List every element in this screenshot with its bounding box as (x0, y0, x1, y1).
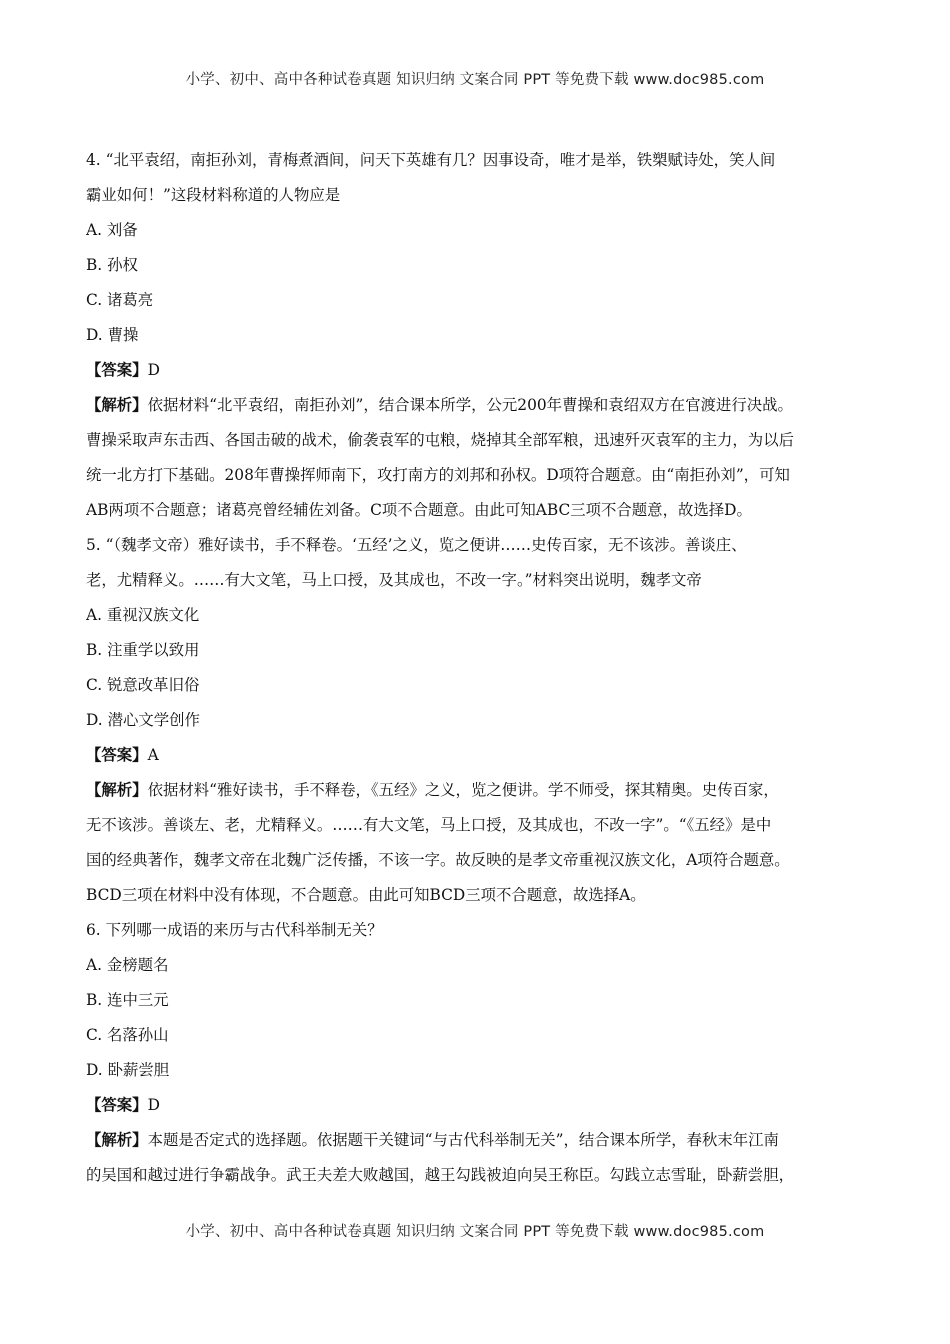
question-stem-line: 4. “北平袁绍，南拒孙刘，青梅煮酒间，问天下英雄有几？因事设奇，唯才是举，铁槊赋诗处，笑人间 (86, 151, 776, 169)
document-body (86, 143, 871, 1193)
analysis-tag: 【解析】 (86, 781, 148, 799)
answer-value: A (147, 746, 159, 764)
option-d: D. 潜心文学创作 (86, 711, 200, 729)
analysis-line (86, 1123, 871, 1158)
analysis-tag: 【解析】 (86, 1131, 148, 1149)
analysis-line: 国的经典著作，魏孝文帝在北魏广泛传播，不该一字。故反映的是孝文帝重视汉族文化，A项符合题意。 (86, 851, 790, 869)
option-a: A. 刘备 (86, 221, 138, 239)
option-a: A. 金榜题名 (86, 956, 169, 974)
analysis-text: 本题是否定式的选择题。依据题干关键词“与古代科举制无关”，结合课本所学，春秋末年江南 (147, 1131, 779, 1149)
answer-tag: 【答案】 (86, 1096, 148, 1114)
option-d: D. 卧薪尝胆 (86, 1061, 170, 1079)
analysis-line: AB两项不合题意；诸葛亮曾经辅佐刘备。C项不合题意。由此可知ABC三项不合题意，故选择D。 (86, 501, 752, 519)
question-6 (86, 913, 871, 1193)
option-b: B. 连中三元 (86, 991, 169, 1009)
analysis-line (86, 388, 871, 423)
option-c: C. 诸葛亮 (86, 291, 154, 309)
question-5 (86, 528, 871, 913)
question-stem-line: 6. 下列哪一成语的来历与古代科举制无关？ (86, 921, 383, 939)
answer-line (86, 353, 871, 388)
question-4 (86, 143, 871, 528)
analysis-text: 依据材料“雅好读书，手不释卷，《五经》之义，览之便讲。学不师受，探其精奥。史传百家， (147, 781, 779, 799)
analysis-line: 的吴国和越过进行争霸战争。武王夫差大败越国，越王勾践被迫向吴王称臣。勾践立志雪耻，卧薪尝胆， (86, 1166, 794, 1184)
analysis-line: 曹操采取声东击西、各国击破的战术，偷袭袁军的屯粮，烧掉其全部军粮，迅速歼灭袁军的主力，为以后 (86, 431, 794, 449)
analysis-line: BCD三项在材料中没有体现，不合题意。由此可知BCD三项不合题意，故选择A。 (86, 886, 646, 904)
analysis-line: 统一北方打下基础。208年曹操挥师南下，攻打南方的刘邦和孙权。D项符合题意。由“南拒孙刘”，可知 (86, 466, 790, 484)
option-d: D. 曹操 (86, 326, 139, 344)
answer-line (86, 738, 871, 773)
question-stem-line: 5. “（魏孝文帝）雅好读书，手不释卷。‘五经’之义，览之便讲……史传百家，无不该涉。善谈庄、 (86, 536, 747, 554)
answer-tag: 【答案】 (86, 361, 148, 379)
header-banner: 小学、初中、高中各种试卷真题 知识归纳 文案合同 PPT 等免费下载 www.doc985.com (185, 72, 765, 88)
question-stem-line: 老，尤精释义。……有大文笔，马上口授，及其成也，不改一字。”材料突出说明，魏孝文帝 (86, 571, 702, 589)
analysis-text: 依据材料“北平袁绍，南拒孙刘”，结合课本所学，公元200年曹操和袁绍双方在官渡进行决战。 (147, 396, 793, 414)
answer-line (86, 1088, 871, 1123)
question-stem-line: 霸业如何！”这段材料称道的人物应是 (86, 186, 341, 204)
option-c: C. 锐意改革旧俗 (86, 676, 200, 694)
option-b: B. 孙权 (86, 256, 138, 274)
analysis-line (86, 773, 871, 808)
analysis-tag: 【解析】 (86, 396, 148, 414)
answer-value: D (147, 1096, 160, 1114)
footer-banner: 小学、初中、高中各种试卷真题 知识归纳 文案合同 PPT 等免费下载 www.doc985.com (185, 1224, 765, 1240)
answer-value: D (147, 361, 160, 379)
answer-tag: 【答案】 (86, 746, 148, 764)
option-a: A. 重视汉族文化 (86, 606, 200, 624)
analysis-line: 无不该涉。善谈左、老，尤精释义。……有大文笔，马上口授，及其成也，不改一字”。“《五经》是中 (86, 816, 772, 834)
option-b: B. 注重学以致用 (86, 641, 200, 659)
option-c: C. 名落孙山 (86, 1026, 169, 1044)
